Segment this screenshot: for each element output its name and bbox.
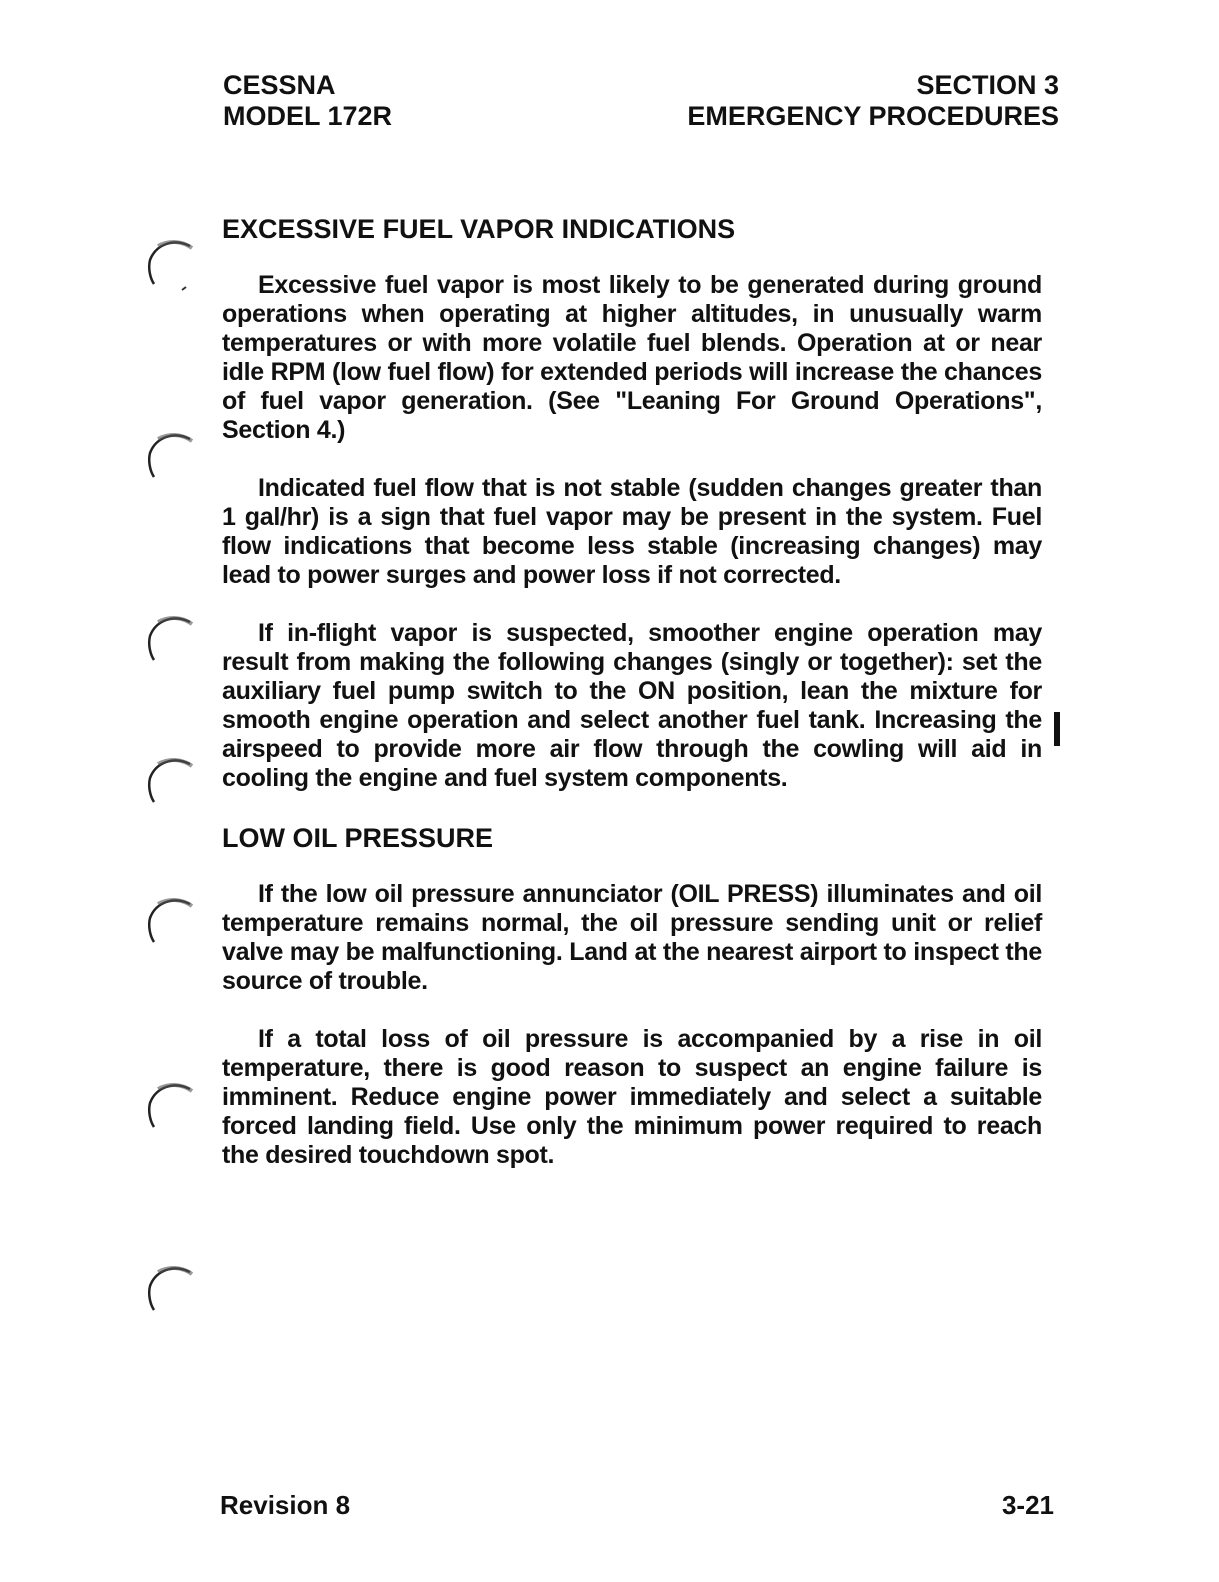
paragraph-fuel-vapor-2: Indicated fuel flow that is not stable (sudden changes greater than 1 gal/hr) is a sign that fuel vapor may be present in the system. Fuel flow indications that become less stable (increasing changes) may lead to power surges and power loss if not corrected. xyxy=(222,474,1042,589)
page-content xyxy=(222,213,1042,1199)
heading-excessive-fuel-vapor: EXCESSIVE FUEL VAPOR INDICATIONS xyxy=(222,214,736,244)
binder-hole-icon xyxy=(138,1075,200,1139)
binder-hole-icon xyxy=(138,890,200,954)
binder-hole-icon xyxy=(138,608,200,672)
paragraph-fuel-vapor-1: Excessive fuel vapor is most likely to be generated during ground operations when operating at higher altitudes, in unusually warm temperatures or with more volatile fuel blends. Operation at or near idle RPM (low fuel flow) for extended periods will increase the chances of fuel vapor generation. (See "Leaning For Ground Operations", Section 4.) xyxy=(222,271,1042,444)
page-number: 3-21 xyxy=(1001,1490,1054,1520)
paragraph-oil-pressure-2: If a total loss of oil pressure is accompanied by a rise in oil temperature, there is good reason to suspect an engine failure is imminent. Reduce engine power immediately and select a suitable forced landing field. Use only the minimum power required to reach the desired touchdown spot. xyxy=(222,1025,1042,1169)
revision-label: Revision 8 xyxy=(220,1490,351,1520)
paragraph-fuel-vapor-3: If in-flight vapor is suspected, smoother engine operation may result from making the following changes (singly or together): set the auxiliary fuel pump switch to the ON position, lean the mixture for smooth engine operation and select another fuel tank. Increasing the airspeed to provide more air flow through the cowling will aid in cooling the engine and fuel system components. xyxy=(222,619,1042,792)
aircraft-manufacturer: CESSNA xyxy=(223,70,336,100)
aircraft-model: MODEL 172R xyxy=(223,101,393,131)
paragraph-oil-pressure-1: If the low oil pressure annunciator (OIL PRESS) illuminates and oil temperature remains normal, the oil pressure sending unit or relief valve may be malfunctioning. Land at the nearest airport to inspect the source of trouble. xyxy=(222,880,1042,995)
header-left xyxy=(223,70,392,132)
section-number: SECTION 3 xyxy=(916,70,1059,100)
binder-hole-icon xyxy=(138,425,200,489)
binder-hole-icon xyxy=(138,750,200,814)
header-right xyxy=(687,70,1059,132)
revision-change-bar xyxy=(1054,712,1060,746)
binder-hole-icon xyxy=(138,232,200,296)
binder-hole-icon xyxy=(138,1258,200,1322)
heading-low-oil-pressure: LOW OIL PRESSURE xyxy=(222,823,494,853)
section-title: EMERGENCY PROCEDURES xyxy=(687,101,1059,131)
